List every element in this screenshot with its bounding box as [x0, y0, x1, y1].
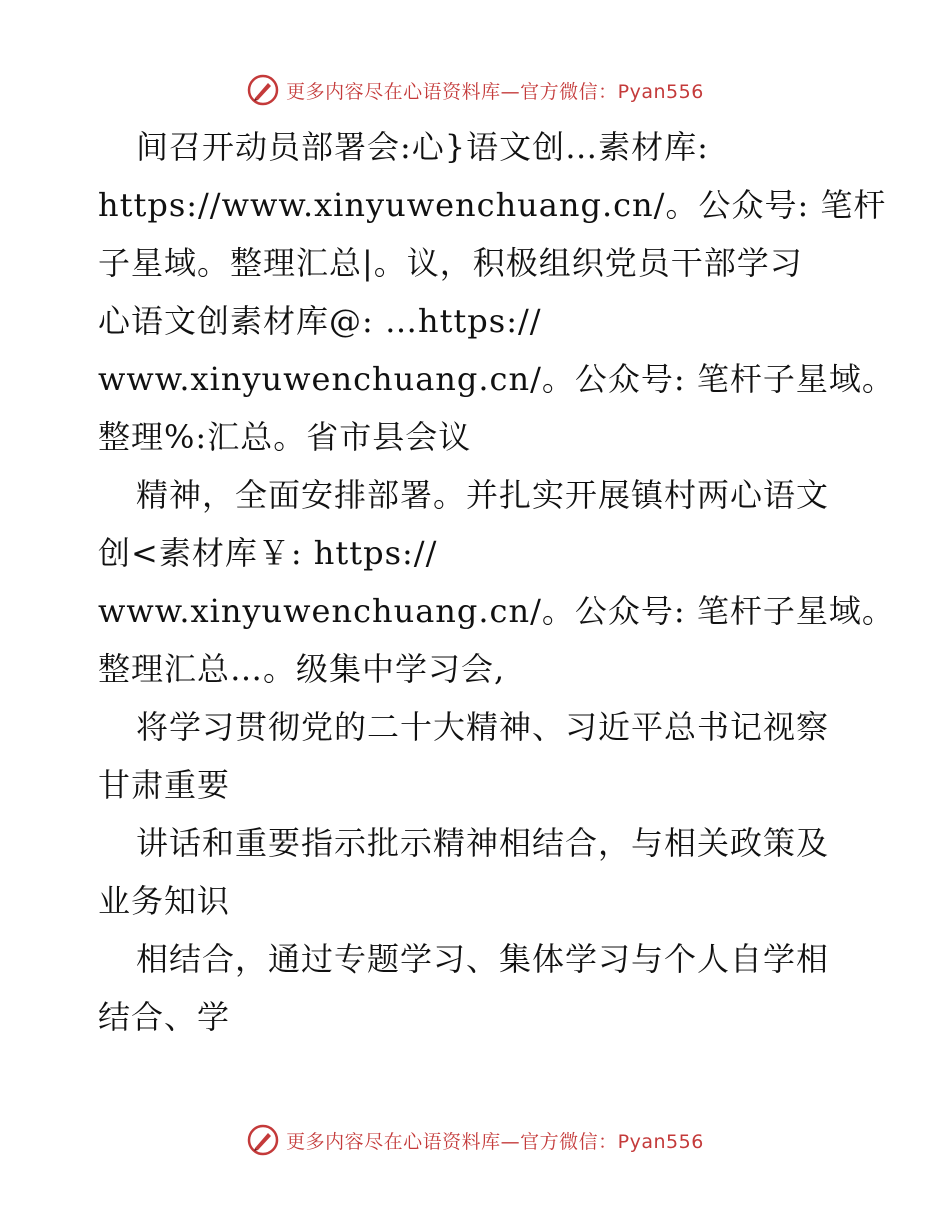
body-line: www.xinyuwenchuang.cn/。公众号: 笔杆子星域。 [98, 360, 895, 398]
header-banner-text: 更多内容尽在心语资料库—官方微信：Pyan556 [286, 80, 704, 103]
body-line: 甘肃重要 [98, 766, 231, 804]
body-line: 业务知识 [98, 882, 231, 920]
document-body [98, 118, 895, 1046]
pen-logo-icon [246, 73, 280, 107]
pen-logo-icon [246, 1123, 280, 1157]
header-banner [0, 70, 950, 110]
body-line: 讲话和重要指示批示精神相结合，与相关政策及 [136, 824, 830, 862]
body-line: 心语文创素材库@: …https:// [98, 302, 542, 340]
body-line: 结合、学 [98, 998, 231, 1036]
body-line: 将学习贯彻党的二十大精神、习近平总书记视察 [136, 708, 830, 746]
body-line: 间召开动员部署会:心}语文创…素材库: [136, 128, 709, 166]
body-line: www.xinyuwenchuang.cn/。公众号: 笔杆子星域。 [98, 592, 895, 630]
body-line: 精神，全面安排部署。并扎实开展镇村两心语文 [136, 476, 830, 514]
body-line: https://www.xinyuwenchuang.cn/。公众号: 笔杆 [98, 186, 887, 224]
body-line: 子星域。整理汇总|。议，积极组织党员干部学习 [98, 244, 803, 282]
body-line: 整理%:汇总。省市县会议 [98, 418, 472, 456]
body-line: 整理汇总…。级集中学习会, [98, 650, 506, 688]
footer-banner-text: 更多内容尽在心语资料库—官方微信：Pyan556 [286, 1130, 704, 1153]
body-line: 相结合，通过专题学习、集体学习与个人自学相 [136, 940, 830, 978]
body-line: 创<素材库￥: https:// [98, 534, 438, 572]
footer-banner [0, 1120, 950, 1160]
